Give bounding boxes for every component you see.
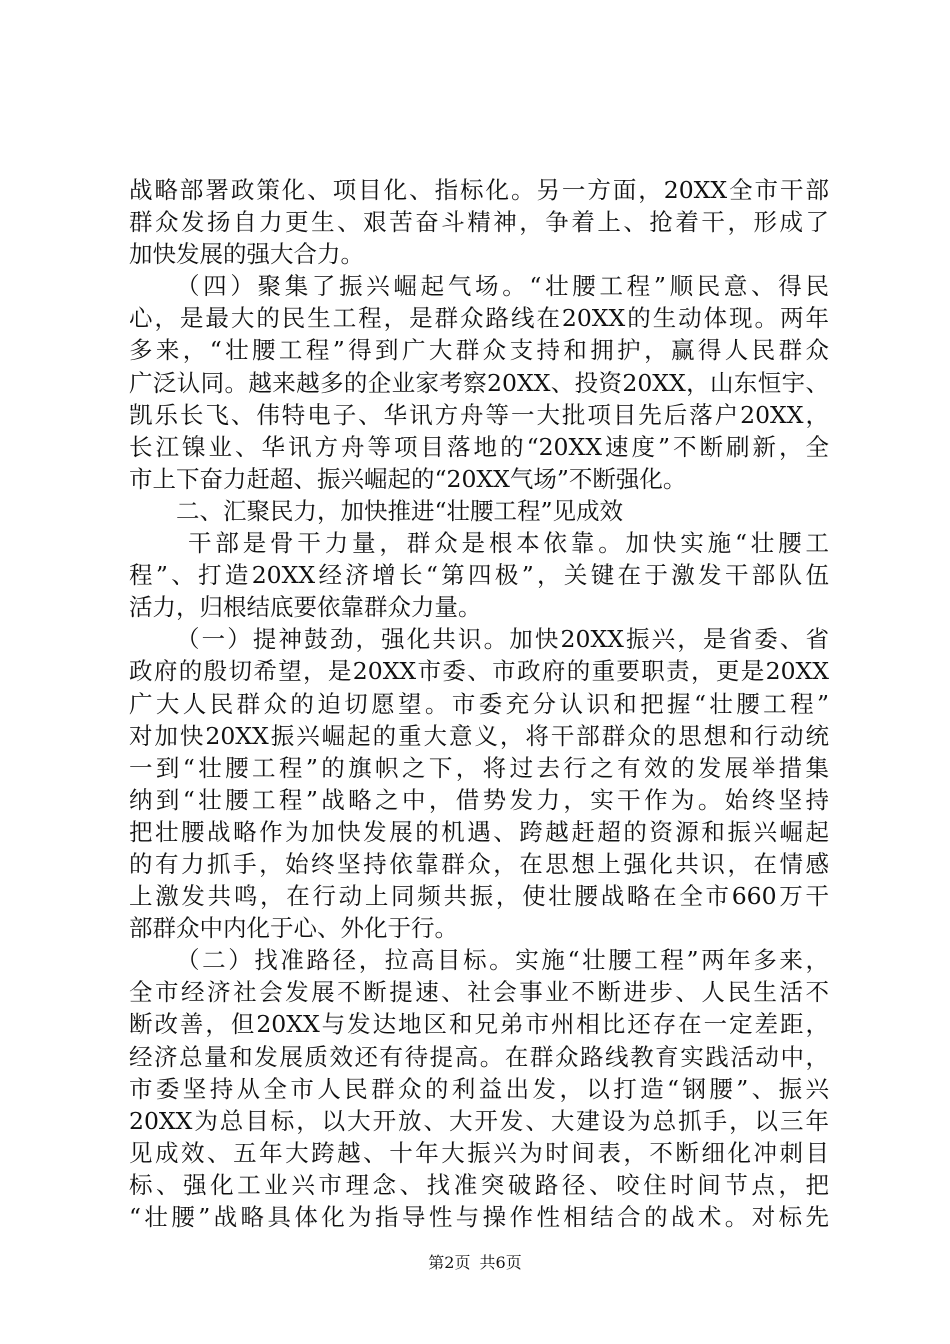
text-line: 凯乐长飞、伟特电子、华讯方舟等一大批项目先后落户20XX， <box>129 400 829 429</box>
page-total: 共6页 <box>479 1253 522 1272</box>
text-line: 程”、打造20XX经济增长“第四极”，关键在于激发干部队伍 <box>129 561 829 590</box>
text-line: 政府的殷切希望，是20XX市委、市政府的重要职责，更是20XX <box>129 657 829 686</box>
text-line: 干部是骨干力量，群众是根本依靠。加快实施“壮腰工 <box>188 529 829 558</box>
text-line: 纳到“壮腰工程”战略之中，借势发力，实干作为。始终坚持 <box>129 785 829 814</box>
text-line: 加快发展的强大合力。 <box>129 240 364 269</box>
text-line: 市上下奋力赶超、振兴崛起的“20XX气场”不断强化。 <box>129 464 687 493</box>
text-line: 一到“壮腰工程”的旗帜之下，将过去行之有效的发展举措集 <box>129 753 829 782</box>
text-line: 心，是最大的民生工程，是群众路线在20XX的生动体现。两年 <box>129 304 829 333</box>
page-number: 第2页 <box>428 1253 471 1272</box>
text-line: 经济总量和发展质效还有待提高。在群众路线教育实践活动中， <box>129 1042 829 1071</box>
text-line: 多来，“壮腰工程”得到广大群众支持和拥护，赢得人民群众 <box>129 336 829 365</box>
text-line: 二、汇聚民力，加快推进“壮腰工程”见成效 <box>176 496 624 525</box>
text-line: “壮腰”战略具体化为指导性与操作性相结合的战术。对标先 <box>129 1203 829 1231</box>
text-line: 部群众中内化于心、外化于行。 <box>129 914 458 943</box>
text-line: 上激发共鸣，在行动上同频共振，使壮腰战略在全市660万干 <box>129 882 829 911</box>
text-line: （二）找准路径，拉高目标。实施“壮腰工程”两年多来， <box>176 946 829 975</box>
text-line: 长江镍业、华讯方舟等项目落地的“20XX速度”不断刷新，全 <box>129 432 829 461</box>
text-line: 广泛认同。越来越多的企业家考察20XX、投资20XX，山东恒宇、 <box>129 368 829 397</box>
text-line: （一）提神鼓劲，强化共识。加快20XX振兴，是省委、省 <box>176 625 829 654</box>
text-line: 对加快20XX振兴崛起的重大意义，将干部群众的思想和行动统 <box>129 721 829 750</box>
text-line: 的有力抓手，始终坚持依靠群众，在思想上强化共识，在情感 <box>129 849 829 878</box>
text-line: 群众发扬自力更生、艰苦奋斗精神，争着上、抢着干，形成了 <box>129 208 829 237</box>
text-line: 全市经济社会发展不断提速、社会事业不断进步、人民生活不 <box>129 978 829 1007</box>
text-line: 断改善，但20XX与发达地区和兄弟市州相比还存在一定差距， <box>129 1010 829 1039</box>
text-line: 市委坚持从全市人民群众的利益出发，以打造“钢腰”、振兴 <box>129 1074 829 1103</box>
text-line: 标、强化工业兴市理念、找准突破路径、咬住时间节点，把 <box>129 1170 829 1199</box>
text-line: 广大人民群众的迫切愿望。市委充分认识和把握“壮腰工程” <box>129 689 829 718</box>
page-footer <box>0 1253 950 1273</box>
document-body <box>129 174 829 1233</box>
text-line: 把壮腰战略作为加快发展的机遇、跨越赶超的资源和振兴崛起 <box>129 817 829 846</box>
text-line: 战略部署政策化、项目化、指标化。另一方面，20XX全市干部 <box>129 176 829 204</box>
text-line: 活力，归根结底要依靠群众力量。 <box>129 593 482 622</box>
text-line: （四）聚集了振兴崛起气场。“壮腰工程”顺民意、得民 <box>176 272 829 301</box>
text-line: 见成效、五年大跨越、十年大振兴为时间表，不断细化冲刺目 <box>129 1138 829 1167</box>
text-line: 20XX为总目标，以大开放、大开发、大建设为总抓手，以三年 <box>129 1106 829 1135</box>
